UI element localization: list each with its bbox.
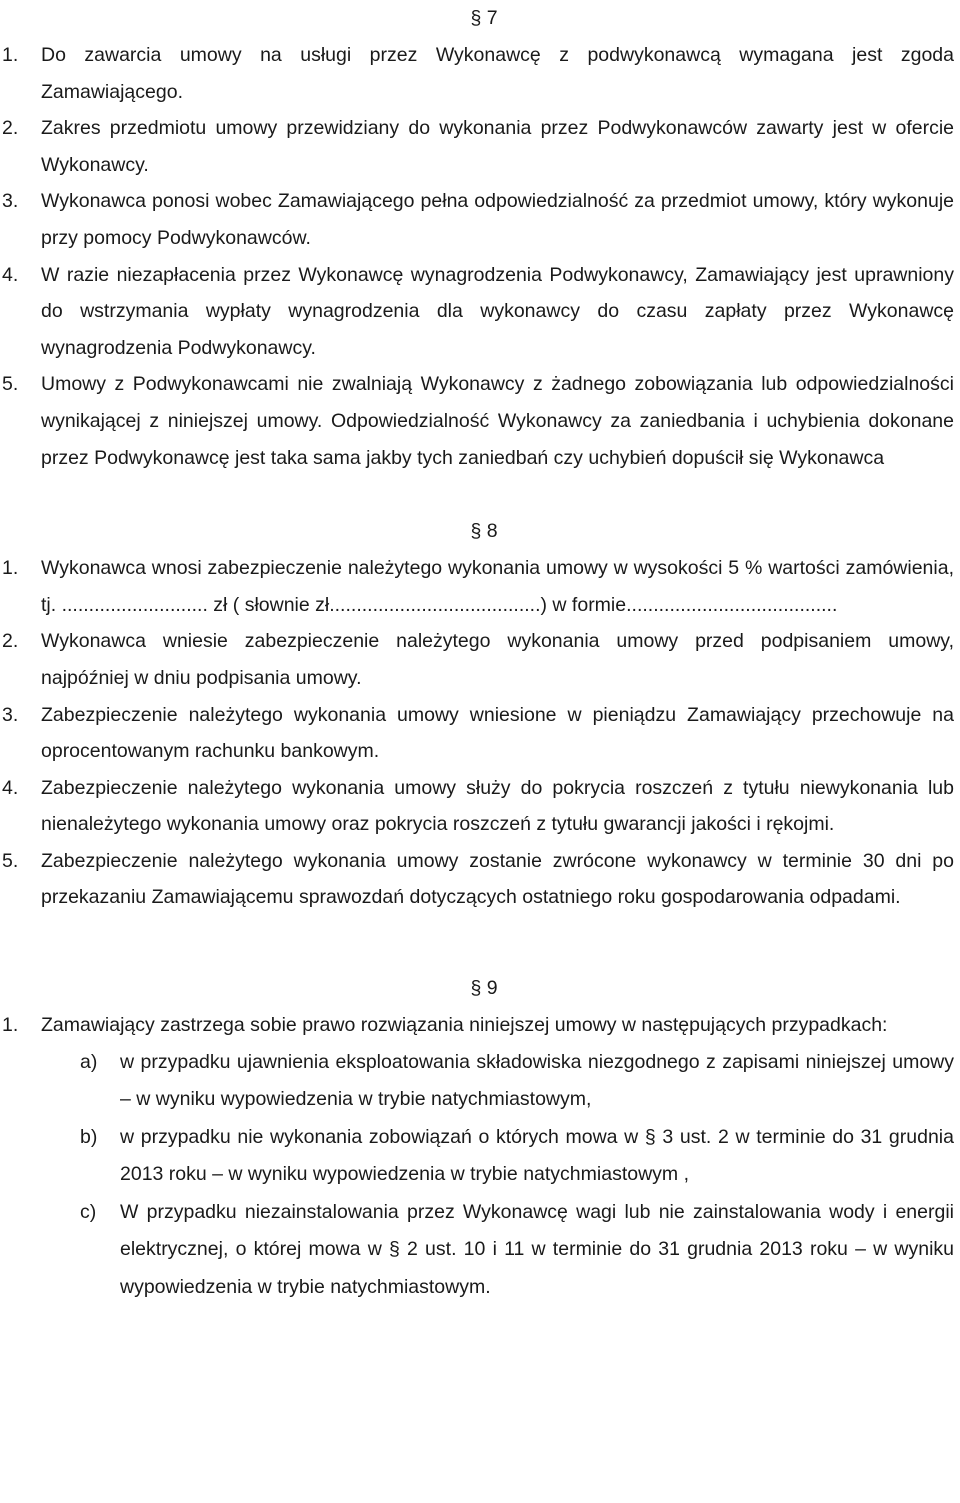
section-heading-8: § 8: [470, 520, 498, 543]
item-text: Zamawiający zastrzega sobie prawo rozwiązania niniejszej umowy w następujących przypadkach:: [41, 1014, 888, 1037]
section-9-list: [0, 1007, 954, 1044]
item-text: Umowy z Podwykonawcami nie zwalniają Wykonawcy z żadnego zobowiązania lub odpowiedzialności wynikającej z niniejszej umowy. Odpowiedzialność Wykonawcy za zaniedbania i uchybienia dokonane przez Podwykonawcę jest taka sama jakby tych zaniedbań czy uchybień dopuścił się Wykonawca: [41, 373, 954, 469]
item-text: Wykonawca ponosi wobec Zamawiającego pełna odpowiedzialność za przedmiot umowy, który wykonuje przy pomocy Podwykonawców.: [41, 190, 954, 249]
item-number: 5.: [2, 849, 19, 872]
item-number: 2.: [2, 117, 19, 140]
item-number: 4.: [2, 776, 19, 799]
item-number: 2.: [2, 630, 19, 653]
list-item: [0, 183, 954, 256]
list-item: [0, 623, 954, 696]
list-item: [0, 843, 954, 916]
item-number: 1.: [2, 557, 19, 580]
section-9-sublist: [0, 1044, 954, 1307]
list-item: [0, 257, 954, 367]
item-number: 4.: [2, 263, 19, 286]
list-item: [0, 1007, 954, 1044]
sub-item-letter: a): [80, 1050, 98, 1073]
sub-item-letter: c): [80, 1200, 97, 1223]
item-number: 1.: [2, 44, 19, 66]
sub-list-item: [0, 1044, 954, 1119]
item-number: 3.: [2, 703, 19, 726]
sub-list-item: [0, 1119, 954, 1194]
list-item: [0, 550, 954, 623]
item-text: Do zawarcia umowy na usługi przez Wykonawcę z podwykonawcą wymagana jest zgoda Zamawiającego.: [41, 44, 954, 103]
item-text: Zabezpieczenie należytego wykonania umowy wniesione w pieniądzu Zamawiający przechowuje na oprocentowanym rachunku bankowym.: [41, 703, 954, 763]
item-text: Zabezpieczenie należytego wykonania umowy zostanie zwrócone wykonawcy w terminie 30 dni po przekazaniu Zamawiającemu sprawozdań dotyczących ostatniego roku gospodarowania odpadami.: [41, 849, 954, 909]
section-7-list: [0, 37, 954, 476]
list-item: [0, 110, 954, 183]
sub-item-text: w przypadku ujawnienia eksploatowania składowiska niezgodnego z zapisami niniejszej umowy – w wyniku wypowiedzenia w trybie natychmiastowym,: [120, 1050, 954, 1111]
item-text: Wykonawca wniesie zabezpieczenie należytego wykonania umowy przed podpisaniem umowy, najpóźniej w dniu podpisania umowy.: [41, 630, 954, 689]
list-item: [0, 37, 954, 110]
item-number: 1.: [2, 1014, 19, 1037]
item-text: W razie niezapłacenia przez Wykonawcę wynagrodzenia Podwykonawcy, Zamawiający jest uprawniony do wstrzymania wypłaty wynagrodzenia dla wykonawcy do czasu zapłaty przez Wykonawcę wynagrodzenia Podwykonawcy.: [41, 263, 954, 359]
sub-item-text: w przypadku nie wykonania zobowiązań o których mowa w § 3 ust. 2 w terminie do 31 grudnia 2013 roku – w wyniku wypowiedzenia w trybie natychmiastowym ,: [120, 1125, 954, 1186]
section-heading-9: § 9: [470, 977, 498, 1000]
list-item: [0, 770, 954, 843]
sub-list-item: [0, 1194, 954, 1307]
item-text: Wykonawca wnosi zabezpieczenie należytego wykonania umowy w wysokości 5 % wartości zamówienia, tj. ........................... zł ( słownie zł.......................................) w formie.......................................: [41, 557, 954, 616]
sub-item-text: W przypadku niezainstalowania przez Wykonawcę wagi lub nie zainstalowania wody i energii elektrycznej, o której mowa w § 2 ust. 10 i 11 w terminie do 31 grudnia 2013 roku – w wyniku wypowiedzenia w trybie natychmiastowym.: [120, 1200, 954, 1298]
list-item: [0, 366, 954, 476]
section-heading-7: § 7: [470, 7, 498, 29]
list-item: [0, 697, 954, 770]
item-text: Zakres przedmiotu umowy przewidziany do wykonania przez Podwykonawców zawarty jest w ofercie Wykonawcy.: [41, 117, 954, 176]
sub-item-letter: b): [80, 1125, 98, 1148]
section-8-list: [0, 550, 954, 916]
item-text: Zabezpieczenie należytego wykonania umowy służy do pokrycia roszczeń z tytułu niewykonania lub nienależytego wykonania umowy oraz pokrycia roszczeń z tytułu gwarancji jakości i rękojmi.: [41, 776, 954, 836]
item-number: 5.: [2, 373, 19, 396]
item-number: 3.: [2, 190, 19, 213]
